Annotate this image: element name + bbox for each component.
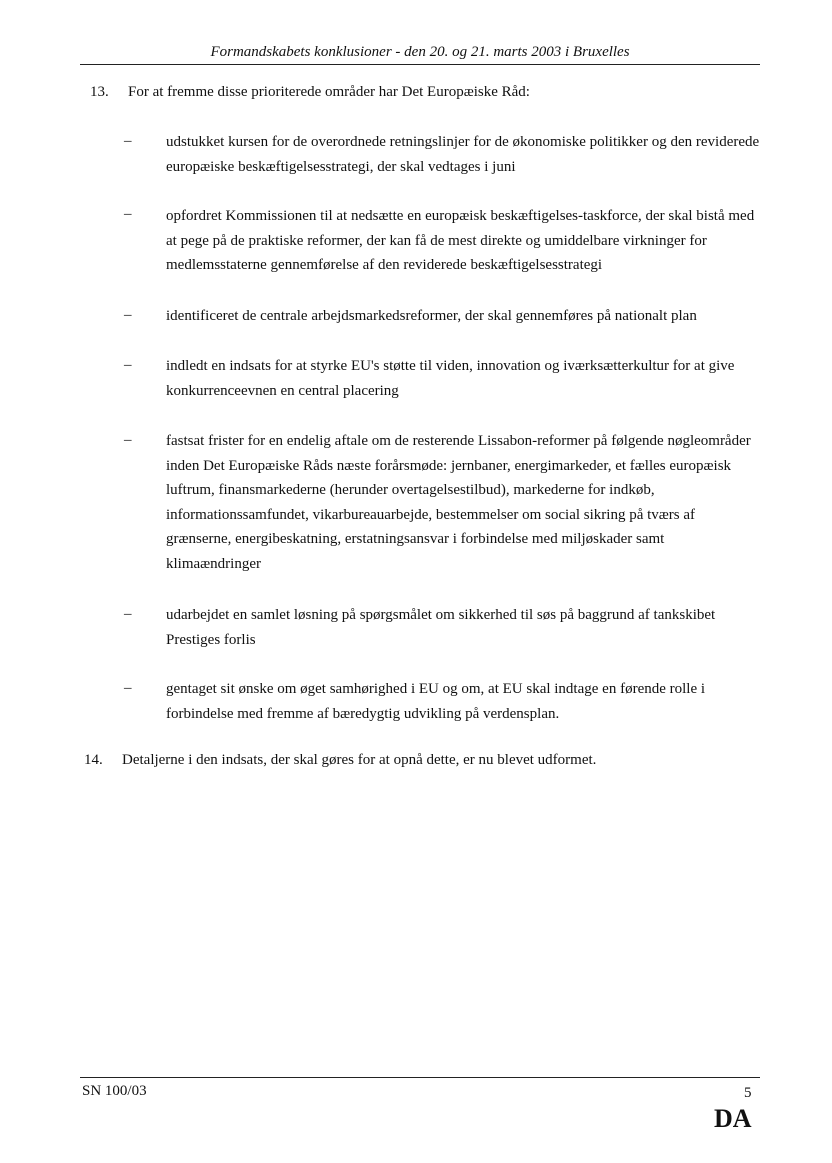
list-item-text: udarbejdet en samlet løsning på spørgsmålet om sikkerhed til søs på baggrund af tankskibet Prestiges forlis [166, 607, 716, 648]
list-item-text: gentaget sit ønske om øget samhørighed i EU og om, at EU skal indtage en førende rolle i forbindelse med fremme af bæredygtig udvikling på verdensplan. [166, 681, 706, 722]
paragraph-number: 14. [84, 752, 103, 768]
paragraph-number: 13. [90, 84, 109, 100]
running-header: Formandskabets konklusioner - den 20. og 21. marts 2003 i Bruxelles [210, 44, 630, 60]
list-item-text: opfordret Kommissionen til at nedsætte en europæisk beskæftigelses-taskforce, der skal bistå med at pege på de praktiske reformer, der kan få de mest direkte og umiddelbare virkninger for medlemsstaterne gennemførelse af den reviderede beskæftigelsesstrategi [166, 208, 755, 273]
list-dash: – [124, 307, 132, 323]
paragraph-intro: For at fremme disse prioriterede områder har Det Europæiske Råd: [128, 84, 530, 100]
list-dash: – [124, 432, 132, 448]
page-number: 5 [744, 1085, 752, 1101]
list-item-text: indledt en indsats for at styrke EU's støtte til viden, innovation og iværksætterkultur for at give konkurrenceevnen en central placering [166, 358, 735, 399]
header-rule [80, 64, 760, 65]
footer-rule [80, 1077, 760, 1078]
list-dash: – [124, 357, 132, 373]
language-code: DA [714, 1104, 752, 1133]
list-item-text: fastsat frister for en endelig aftale om de resterende Lissabon-reformer på følgende nøgleområder inden Det Europæiske Råds næste forårsmøde: jernbaner, energimarkeder, et fælles europæisk luftrum, finansmarkederne (herunder overtagelsestilbud), markederne for indkøb, informationssamfundet, vikarbureauarbejde, bestemmelser om social sikring på tværs af grænserne, energibeskatning, erstatningsansvar i forbindelse med miljøskader samt klimaændringer [166, 433, 751, 572]
list-dash: – [124, 206, 132, 222]
paragraph-text: Detaljerne i den indsats, der skal gøres for at opnå dette, er nu blevet udformet. [122, 752, 597, 768]
list-item-text: udstukket kursen for de overordnede retningslinjer for de økonomiske politikker og den reviderede europæiske beskæftigelsesstrategi, der skal vedtages i juni [166, 134, 760, 175]
list-dash: – [124, 680, 132, 696]
list-item-text: identificeret de centrale arbejdsmarkedsreformer, der skal gennemføres på nationalt plan [166, 308, 697, 324]
list-dash: – [124, 606, 132, 622]
document-reference: SN 100/03 [82, 1083, 147, 1099]
list-dash: – [124, 133, 132, 149]
